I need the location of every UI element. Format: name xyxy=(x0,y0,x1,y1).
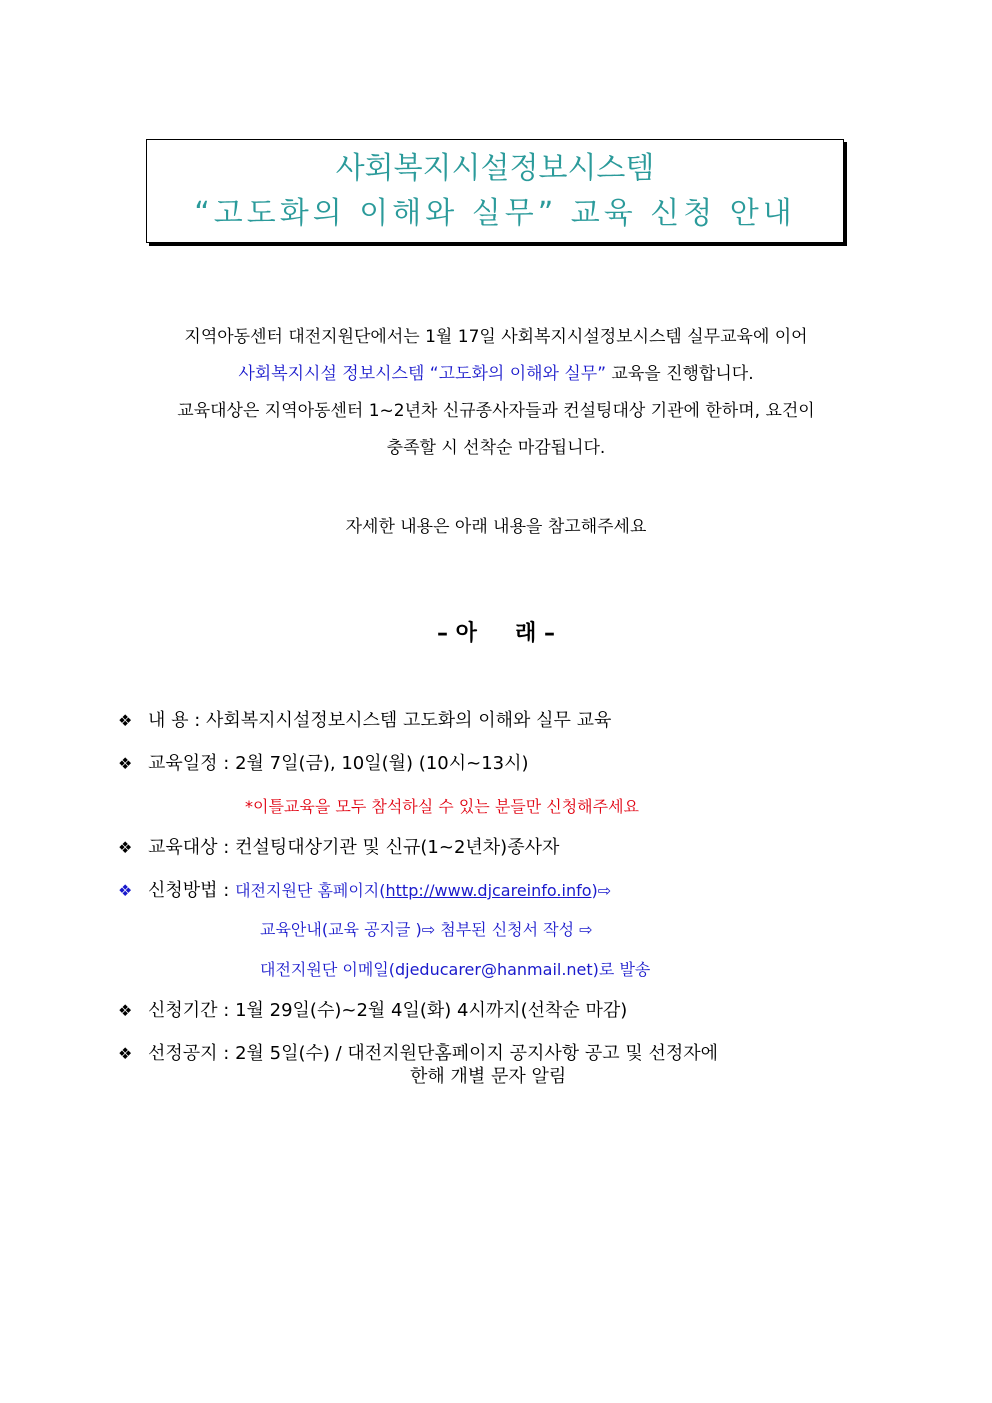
homepage-link[interactable]: http://www.djcareinfo.info xyxy=(385,881,592,900)
item-content xyxy=(118,706,611,732)
item-method xyxy=(118,876,611,902)
item-separator: : xyxy=(217,880,236,901)
item-value: : 2월 5일(수) / 대전지원단홈페이지 공지사항 공고 및 선정자에 xyxy=(217,1043,719,1064)
item-period xyxy=(118,996,627,1022)
item-label: 선정공지 xyxy=(148,1043,218,1064)
method-line-1-pre: 대전지원단 홈페이지( xyxy=(235,881,386,900)
method-line-2: 교육안내(교육 공지글 )⇨ 첨부된 신청서 작성 ⇨ xyxy=(260,920,593,939)
item-label: 내 용 xyxy=(148,710,189,731)
title-box xyxy=(146,139,844,243)
diamond-bullet-icon: ❖ xyxy=(118,1001,133,1020)
item-target xyxy=(118,833,559,859)
intro-line-2 xyxy=(100,356,892,393)
reference-text: 자세한 내용은 아래 내용을 참고해주세요 xyxy=(345,517,647,537)
diamond-bullet-icon: ❖ xyxy=(118,1044,133,1063)
method-line-3: 대전지원단 이메일(djeducarer@hanmail.net)로 발송 xyxy=(260,960,651,979)
intro-paragraph xyxy=(100,319,892,467)
diamond-bullet-icon: ❖ xyxy=(118,711,133,730)
item-label: 신청기간 xyxy=(148,1000,218,1021)
item-value: : 컨설팅대상기관 및 신규(1~2년차)종사자 xyxy=(217,837,560,858)
intro-line-3: 교육대상은 지역아동센터 1~2년차 신규종사자들과 컨설팅대상 기관에 한하며, 요건이 xyxy=(177,401,815,421)
schedule-note: *이틀교육을 모두 참석하실 수 있는 분들만 신청해주세요 xyxy=(245,797,640,816)
item-value: : 2월 7일(금), 10일(월) (10시~13시) xyxy=(217,753,529,774)
item-schedule xyxy=(118,749,529,775)
intro-line-2-rest: 교육을 진행합니다. xyxy=(606,364,754,384)
intro-line-4: 충족할 시 선착순 마감됩니다. xyxy=(386,438,606,458)
diamond-bullet-icon: ❖ xyxy=(118,838,133,857)
intro-highlight: 사회복지시설 정보시스템 “고도화의 이해와 실무” xyxy=(238,364,607,384)
item-label: 신청방법 xyxy=(148,880,218,901)
item-value: : 사회복지시설정보시스템 고도화의 이해와 실무 교육 xyxy=(188,710,612,731)
title-line-2: “고도화의 이해와 실무” 교육 신청 안내 xyxy=(194,196,796,231)
item-value: : 1월 29일(수)~2월 4일(화) 4시까지(선착순 마감) xyxy=(217,1000,628,1021)
intro-line-1: 지역아동센터 대전지원단에서는 1월 17일 사회복지시설정보시스템 실무교육에 이어 xyxy=(184,327,808,347)
announce-line-2: 한해 개별 문자 알림 xyxy=(410,1066,567,1087)
method-line-1-post: )⇨ xyxy=(591,881,612,900)
title-line-1: 사회복지시설정보시스템 xyxy=(335,151,655,186)
diamond-bullet-icon: ❖ xyxy=(118,881,133,900)
item-label: 교육대상 xyxy=(148,837,218,858)
item-label: 교육일정 xyxy=(148,753,218,774)
notice-heading: – 아 래 – xyxy=(436,621,556,646)
diamond-bullet-icon: ❖ xyxy=(118,754,133,773)
